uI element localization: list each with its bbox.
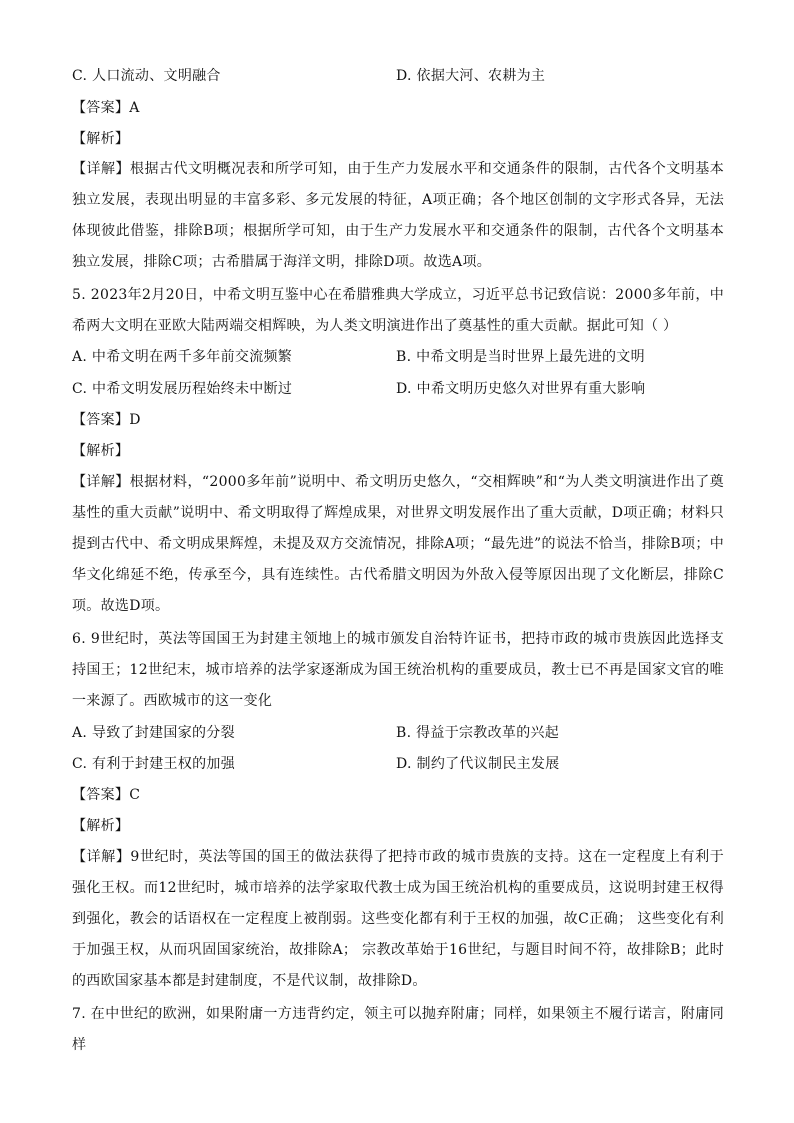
q6-option-a: A. 导致了封建国家的分裂 xyxy=(72,725,235,741)
q4-option-c: C. 人口流动、文明融合 xyxy=(72,68,221,84)
q4-detail: 【详解】根据古代文明概况表和所学可知，由于生产力发展水平和交通条件的限制，古代各个文明基本独立发展，表现出明显的丰富多彩、多元发展的特征，A项正确；各个地区创制的文字形式各异，无法体现彼此借鉴，排除B项；根据所学可知，由于生产力发展水平和交通条件的限制，古代各个文明基本独立发展，排除C项；古希腊属于海洋文明，排除D项。故选A项。 xyxy=(72,161,724,270)
q7-stem: 7. 在中世纪的欧洲，如果附庸一方违背约定，领主可以抛弃附庸；同样，如果领主不履行诺言，附庸同样 xyxy=(72,1006,724,1053)
q6-option-d: D. 制约了代议制民主发展 xyxy=(396,756,560,772)
q5-option-c: C. 中希文明发展历程始终未中断过 xyxy=(72,381,293,397)
q4-analysis-heading: 【解析】 xyxy=(72,131,130,147)
q4-answer: 【答案】A xyxy=(72,100,140,116)
q6-detail: 【详解】9世纪时，英法等国的国王的做法获得了把持市政的城市贵族的支持。这在一定程度上有利于强化王权。而12世纪时，城市培养的法学家取代教士成为国王统治机构的重要成员，这说明封建王权得到强化，教会的话语权在一定程度上被削弱。这些变化都有利于王权的加强，故C正确； 这些变化有利于加强王权，从而巩固国家统治，故排除A； 宗教改革始于16世纪，与题目时间不符，故排除B；此时的西欧国家基本都是封建制度，不是代议制，故排除D。 xyxy=(72,849,724,989)
q5-stem: 5. 2023年2月20日，中希文明互鉴中心在希腊雅典大学成立，习近平总书记致信说：2000多年前，中希两大文明在亚欧大陆两端交相辉映，为人类文明演进作出了奠基性的重大贡献。据此可知（ ） xyxy=(72,287,724,334)
q6-stem: 6. 9世纪时，英法等国国王为封建主领地上的城市颁发自治特许证书，把持市政的城市贵族因此选择支持国王；12世纪末，城市培养的法学家逐渐成为国王统治机构的重要成员，教士已不再是国家文官的唯一来源了。西欧城市的这一变化 xyxy=(72,631,724,709)
q5-option-a: A. 中希文明在两千多年前交流频繁 xyxy=(72,349,293,365)
q5-answer: 【答案】D xyxy=(72,412,141,428)
q5-detail: 【详解】根据材料，“2000多年前”说明中、希文明历史悠久，“交相辉映”和“为人类文明演进作出了奠基性的重大贡献”说明中、希文明取得了辉煌成果，对世界文明发展作出了重大贡献，D项正确；材料只提到古代中、希文明成果辉煌，未提及双方交流情况，排除A项；“最先进”的说法不恰当，排除B项；中华文化绵延不绝，传承至今，具有连续性。古代希腊文明因为外敌入侵等原因出现了文化断层，排除C项。故选D项。 xyxy=(72,474,724,614)
q5-analysis-heading: 【解析】 xyxy=(72,443,130,459)
q4-option-d: D. 依据大河、农耕为主 xyxy=(396,68,546,84)
q6-option-b: B. 得益于宗教改革的兴起 xyxy=(396,725,560,741)
q6-answer: 【答案】C xyxy=(72,787,141,803)
q6-option-c: C. 有利于封建王权的加强 xyxy=(72,756,236,772)
q5-option-b: B. 中希文明是当时世界上最先进的文明 xyxy=(396,349,645,365)
q5-option-d: D. 中希文明历史悠久对世界有重大影响 xyxy=(396,381,646,397)
q6-analysis-heading: 【解析】 xyxy=(72,818,130,834)
